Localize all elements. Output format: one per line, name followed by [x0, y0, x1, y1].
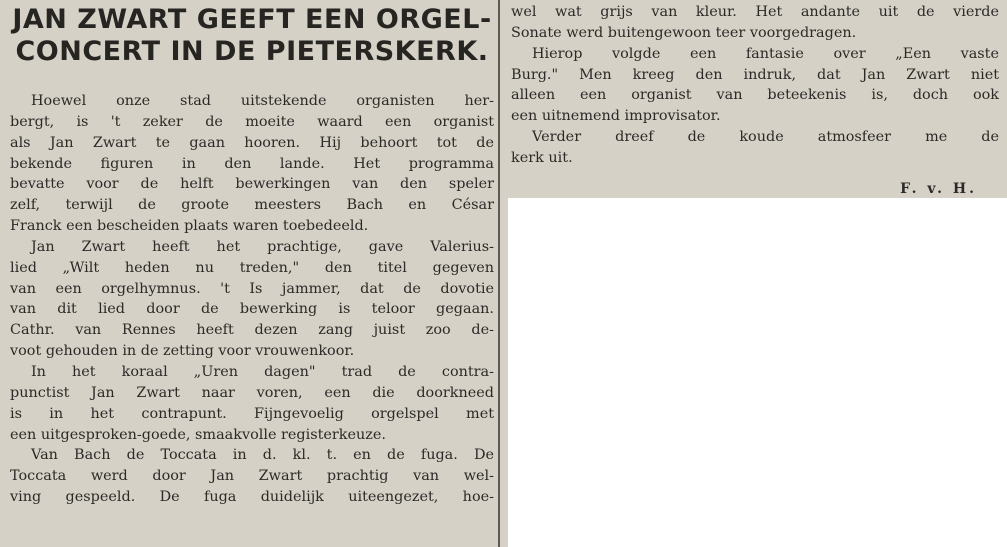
text-line: Van Bach de Toccata in d. kl. t. en de fuga. De [31, 447, 494, 464]
text-line: voot gehouden in de zetting voor vrouwenkoor. [10, 343, 355, 360]
text-line: een uitgesproken-goede, smaakvolle registerkeuze. [10, 426, 386, 443]
text-line: bevatte voor de helft bewerkingen van den speler [10, 176, 494, 193]
text-line: punctist Jan Zwart naar voren, een die doorkneed [10, 384, 494, 401]
text-line: van een orgelhymnus. 't Is jammer, dat de dovotie [10, 280, 494, 297]
text-line: zelf, terwijl de groote meesters Bach en César [10, 197, 494, 214]
column-rule [498, 0, 500, 547]
text-line: bergt, is 't zeker de moeite waard een organist [10, 113, 494, 130]
text-line: Burg." Men kreeg den indruk, dat Jan Zwart niet [511, 66, 999, 83]
article-body-left [10, 91, 494, 508]
author-signature: F. v. H. [900, 181, 977, 197]
text-line: kerk uit. [511, 149, 573, 166]
text-line: In het koraal „Uren dagen" trad de contra- [31, 363, 494, 380]
text-line: lied „Wilt heden nu treden," den titel gegeven [10, 259, 494, 276]
text-line: Hoewel onze stad uitstekende organisten her- [31, 93, 494, 109]
text-line: alleen een organist van beteekenis is, doch ook [511, 87, 999, 104]
text-line: Hierop volgde een fantasie over „Een vaste [532, 45, 999, 62]
right-column-clipping [505, 0, 1007, 198]
headline-line-2: CONCERT IN DE PIETERSKERK. [15, 36, 489, 67]
text-line: wel wat grijs van kleur. Het andante uit de vierde [511, 4, 999, 20]
text-line: Jan Zwart heeft het prachtige, gave Valerius- [31, 238, 494, 255]
text-line: bekende figuren in den lande. Het programma [10, 155, 494, 172]
text-line: van dit lied door de bewerking is teloor gegaan. [10, 301, 494, 318]
headline-line-1: JAN ZWART GEEFT EEN ORGEL- [12, 4, 492, 35]
text-line: Franck een bescheiden plaats waren toebedeeld. [10, 218, 369, 235]
text-line: Sonate werd buitengewoon teer voorgedragen. [511, 24, 857, 41]
text-line: Cathr. van Rennes heeft dezen zang juist zoo de- [10, 322, 494, 339]
article-body-right [511, 2, 999, 169]
text-line: Verder dreef de koude atmosfeer me de [532, 129, 999, 146]
text-line: ving gespeeld. De fuga duidelijk uiteengezet, hoe- [10, 489, 494, 506]
text-line: als Jan Zwart te gaan hooren. Hij behoort tot de [10, 134, 494, 151]
headline [6, 4, 498, 68]
text-line: een uitnemend improvisator. [511, 108, 721, 125]
text-line: Toccata werd door Jan Zwart prachtig van wel- [10, 468, 494, 485]
text-line: is in het contrapunt. Fijngevoelig orgelspel met [10, 405, 494, 422]
